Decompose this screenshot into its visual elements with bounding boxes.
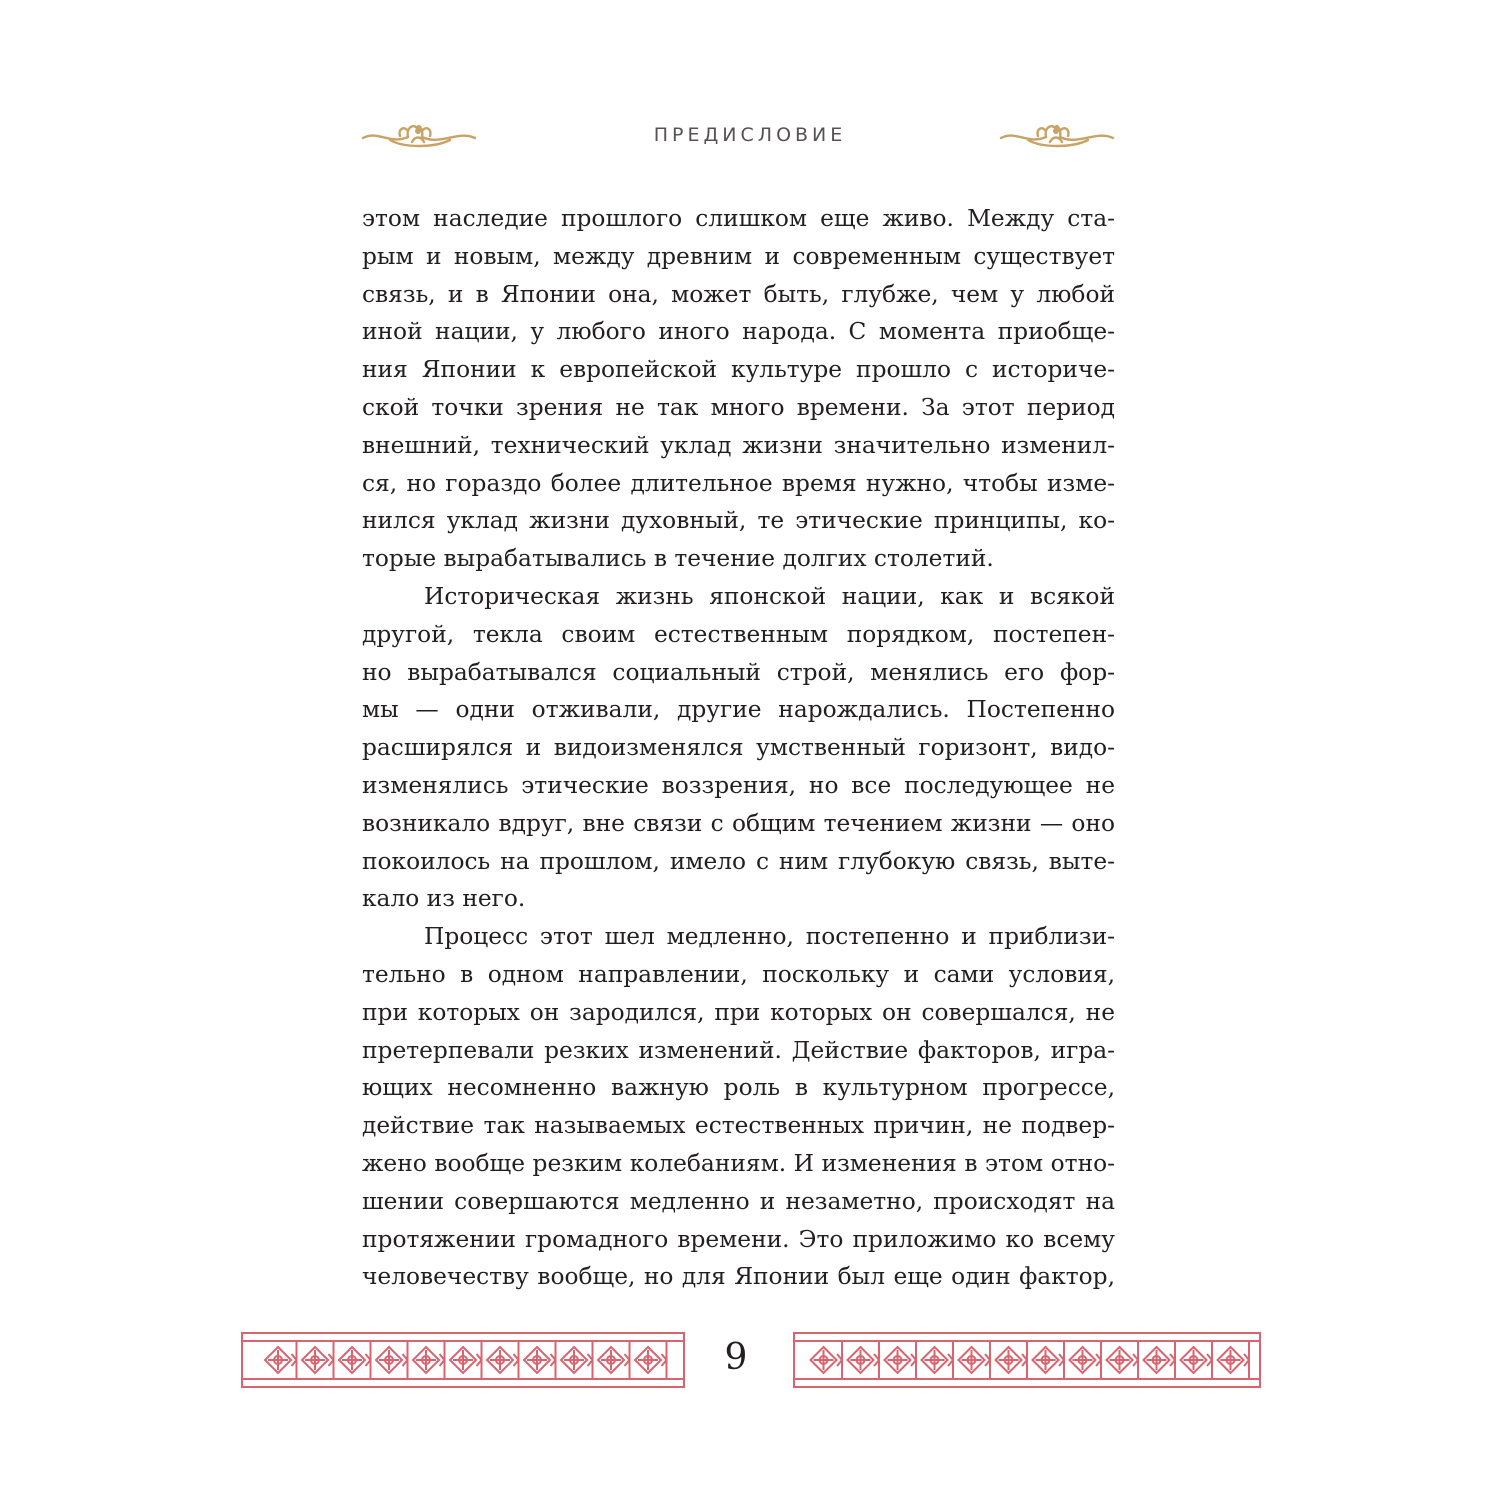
body-text [362,200,1115,1296]
text-line: но вырабатывался социальный строй, менялись его фор- [362,658,1115,686]
text-line: ния Японии к европейской культуре прошло с историче- [362,356,1115,384]
page-number: 9 [724,1337,748,1378]
text-line: другой, текла своим естественным порядком, постепен- [362,620,1115,648]
text-line: нился уклад жизни духовный, те этические принципы, ко- [362,507,1115,535]
left-ornament-band-icon [240,1331,686,1389]
text-line: возникало вдруг, вне связи с общим течением жизни — оно [362,809,1115,837]
text-line: действие так называемых естественных причин, не подвер- [362,1112,1115,1140]
header-title: ПРЕДИСЛОВИЕ [653,124,847,146]
text-line: внешний, технический уклад жизни значительно изменил- [362,431,1115,459]
left-header-ornament-icon [360,118,478,152]
right-ornament-band-icon [792,1331,1262,1389]
text-line: мы — одни отживали, другие нарождались. Постепенно [362,696,1115,724]
text-line: торые вырабатывались в течение долгих столетий. [362,545,994,573]
running-header [0,116,1500,156]
text-line: иной нации, у любого иного народа. С момента приобще- [362,318,1115,346]
text-line: жено вообще резким колебаниям. И изменения в этом отно- [362,1149,1115,1177]
text-line: расширялся и видоизменялся умственный горизонт, видо- [362,734,1115,762]
text-line: изменялись этические воззрения, но все последующее не [362,771,1115,799]
text-line: претерпевали резких изменений. Действие факторов, игра- [362,1036,1115,1064]
right-header-ornament-icon [998,118,1116,152]
paragraph-first-line: Историческая жизнь японской нации, как и всякой [424,582,1115,610]
text-line: рым и новым, между древним и современным существует [362,242,1115,270]
text-line: тельно в одном направлении, поскольку и сами условия, [362,960,1115,988]
paragraph-first-line: Процесс этот шел медленно, постепенно и приблизи- [424,923,1115,951]
text-line: при которых он зародился, при которых он совершался, не [362,998,1115,1026]
text-line: связь, и в Японии она, может быть, глубже, чем у любой [362,280,1115,308]
text-line: шении совершаются медленно и незаметно, происходят на [362,1187,1115,1215]
text-line: ющих несомненно важную роль в культурном прогрессе, [362,1074,1115,1102]
text-line: человечеству вообще, но для Японии был еще один фактор, [362,1263,1115,1291]
text-line: покоилось на прошлом, имело с ним глубокую связь, выте- [362,847,1115,875]
text-line: протяжении громадного времени. Это приложимо ко всему [362,1225,1115,1253]
text-line: ской точки зрения не так много времени. За этот период [362,393,1115,421]
text-line: кало из него. [362,885,526,913]
text-line: этом наследие прошлого слишком еще живо. Между ста- [362,205,1115,232]
page-footer [0,1331,1500,1391]
text-line: ся, но гораздо более длительное время нужно, чтобы изме- [362,469,1115,497]
